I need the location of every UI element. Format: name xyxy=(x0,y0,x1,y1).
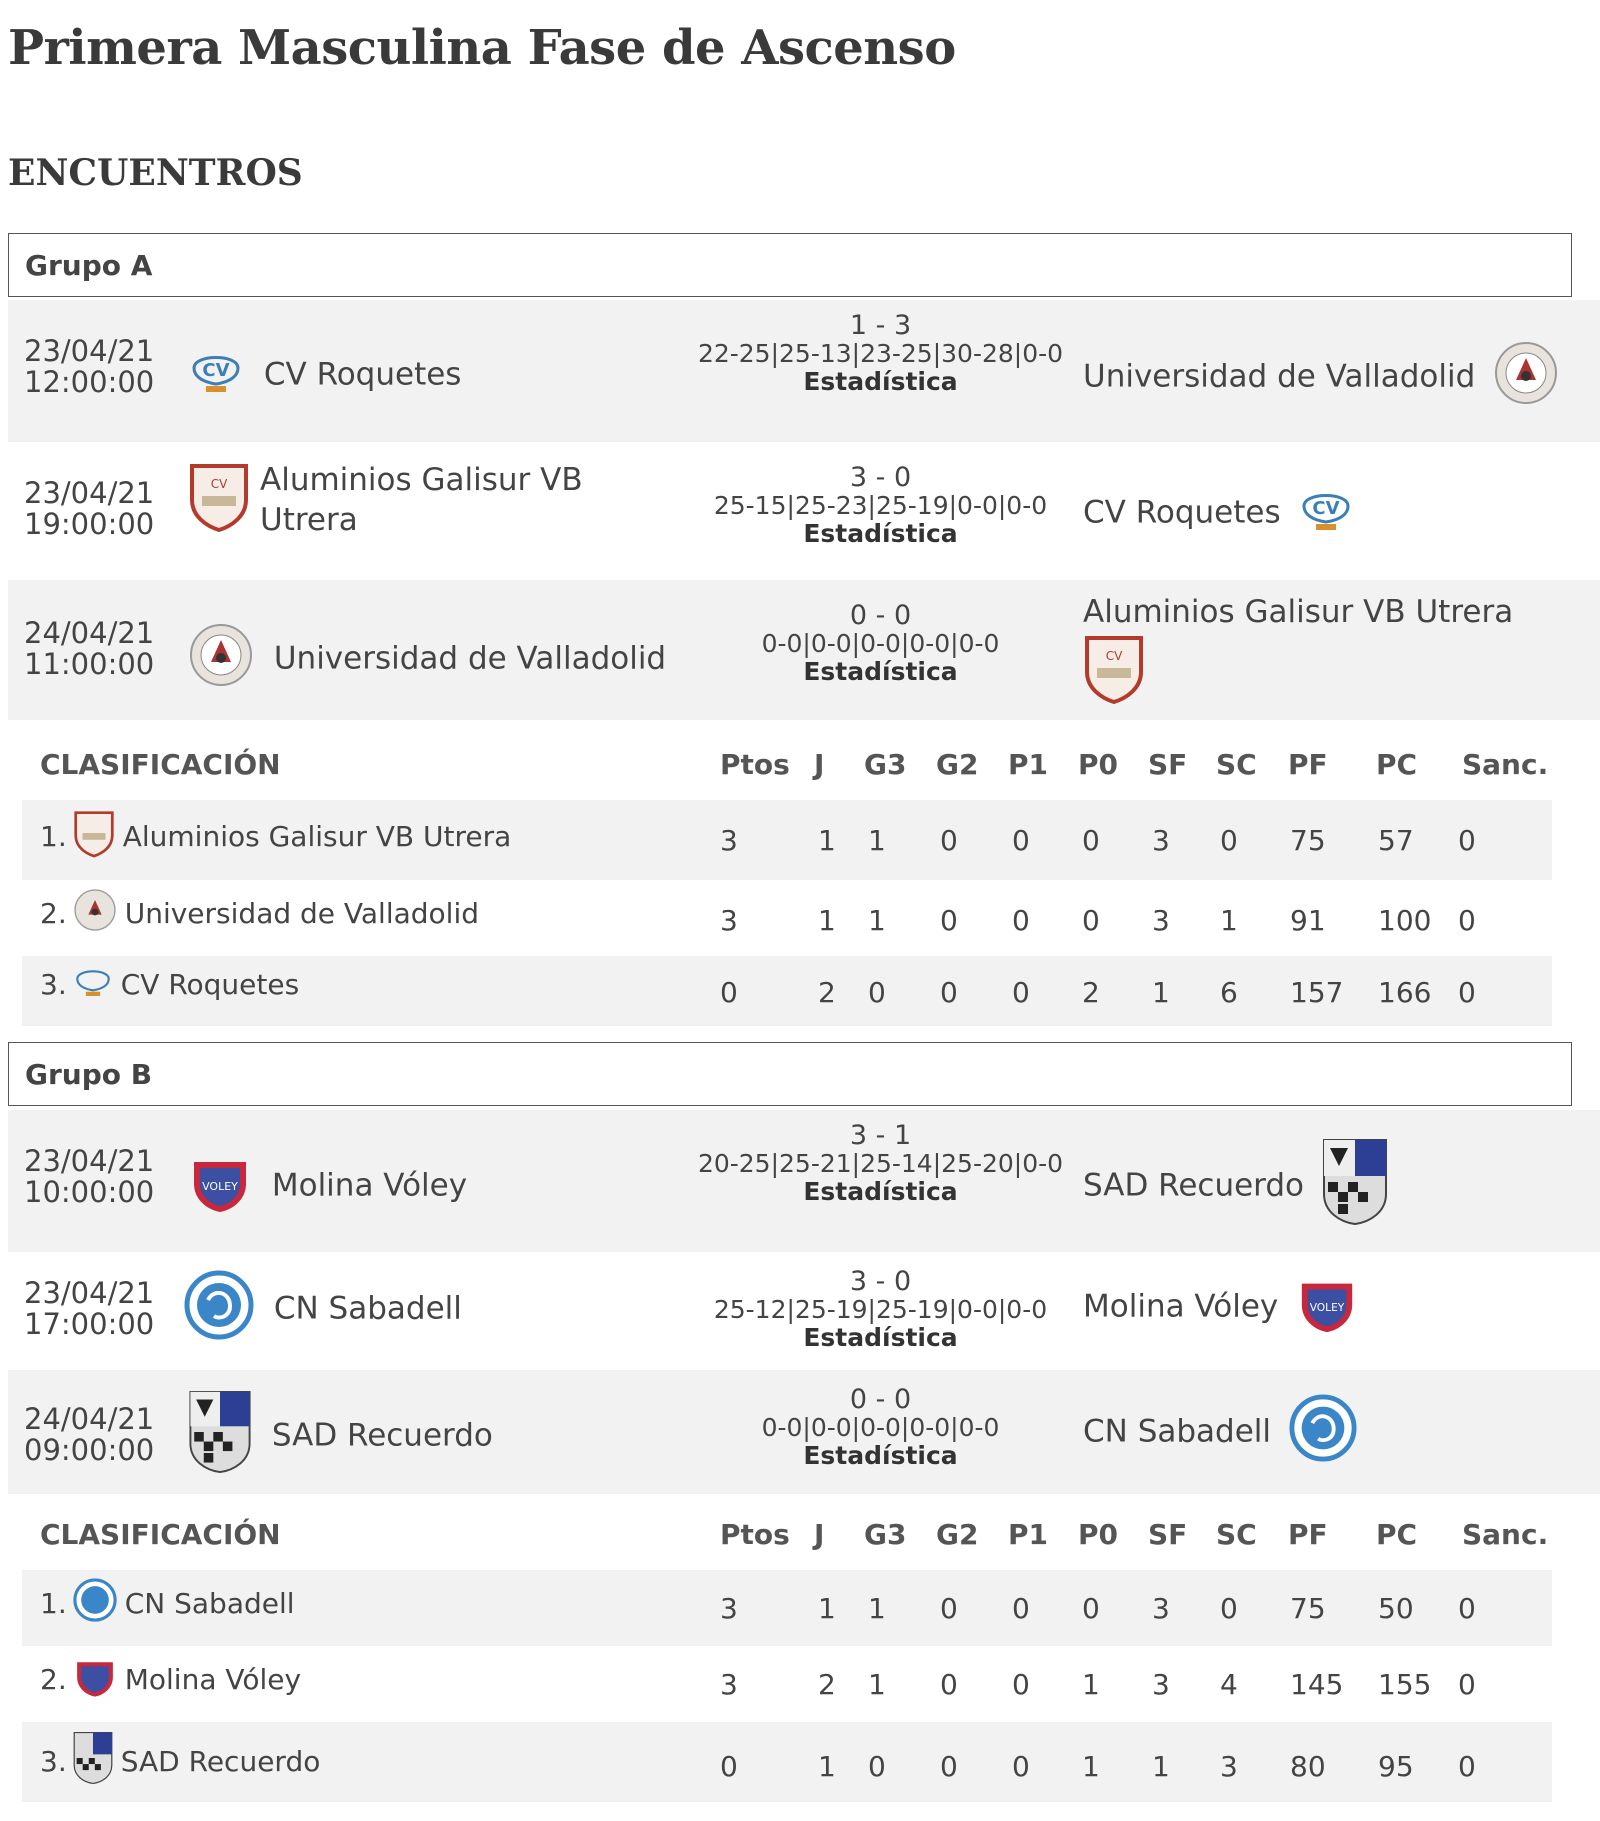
cell: 1 xyxy=(868,904,886,937)
col-header: SC xyxy=(1216,1518,1257,1551)
match-sets: 25-15|25-23|25-19|0-0|0-0 xyxy=(713,491,1048,520)
utrera-logo-icon xyxy=(188,460,250,542)
home-team[interactable] xyxy=(184,1270,462,1350)
match-time: 19:00:00 xyxy=(24,507,155,541)
stats-link[interactable]: Estadística xyxy=(803,1323,958,1352)
standings-table xyxy=(22,1500,1552,1802)
cell: 3 xyxy=(1152,824,1170,857)
cell: 1 xyxy=(818,1592,836,1625)
cell: 166 xyxy=(1378,976,1432,1009)
col-header: G3 xyxy=(864,1518,907,1551)
match-score: 3 - 0 xyxy=(849,462,912,493)
match-row xyxy=(8,442,1600,580)
standings-team-name: Aluminios Galisur VB Utrera xyxy=(122,820,512,853)
cell: 0 xyxy=(1082,824,1100,857)
col-header: G2 xyxy=(936,748,979,781)
standings-table xyxy=(22,730,1552,1026)
col-header: P1 xyxy=(1008,1518,1049,1551)
match-row xyxy=(8,1252,1600,1370)
svg-text:CV: CV xyxy=(1312,498,1341,519)
cell: 0 xyxy=(868,976,886,1009)
away-team-name: SAD Recuerdo xyxy=(1083,1167,1305,1204)
col-header: Sanc. xyxy=(1462,1518,1549,1551)
cell: 1 xyxy=(1152,1750,1170,1783)
col-header: P0 xyxy=(1078,748,1119,781)
cell: 4 xyxy=(1220,1668,1238,1701)
cell: 155 xyxy=(1378,1668,1432,1701)
cell: 3 xyxy=(1152,904,1170,937)
cell: 0 xyxy=(940,1668,958,1701)
cell: 3 xyxy=(1220,1750,1238,1783)
standings-team xyxy=(40,888,479,939)
standings-pos: 2. xyxy=(40,1663,67,1696)
table-row[interactable] xyxy=(22,956,1552,1026)
col-header: PC xyxy=(1376,748,1418,781)
match-time: 11:00:00 xyxy=(24,647,155,681)
match-row xyxy=(8,1110,1600,1252)
standings-team xyxy=(40,808,511,865)
match-sets: 25-12|25-19|25-19|0-0|0-0 xyxy=(713,1295,1048,1324)
away-team-name: CV Roquetes xyxy=(1083,494,1281,531)
valladolid-logo-icon xyxy=(1493,340,1559,416)
sabadell-logo-icon xyxy=(73,1578,117,1629)
cell: 0 xyxy=(1458,1668,1476,1701)
match-result xyxy=(693,1268,1068,1352)
match-result xyxy=(693,1386,1068,1470)
match-score: 3 - 1 xyxy=(849,1120,912,1151)
away-team[interactable] xyxy=(1083,1394,1357,1472)
svg-text:CV: CV xyxy=(1105,649,1123,663)
home-team[interactable] xyxy=(188,1150,467,1224)
molina-logo-icon xyxy=(188,1150,252,1224)
cell: 91 xyxy=(1290,904,1326,937)
match-score: 0 - 0 xyxy=(849,1384,912,1415)
match-time: 17:00:00 xyxy=(24,1307,155,1341)
standings-team-name: CV Roquetes xyxy=(120,968,300,1001)
table-row[interactable] xyxy=(22,800,1552,880)
match-datetime xyxy=(24,1146,154,1208)
away-team-name: Aluminios Galisur VB Utrera xyxy=(1083,594,1514,630)
svg-text:VOLEY: VOLEY xyxy=(1309,1300,1345,1314)
valladolid-logo-icon xyxy=(73,888,117,939)
stats-link[interactable]: Estadística xyxy=(803,367,958,396)
stats-link[interactable]: Estadística xyxy=(803,1177,958,1206)
cell: 1 xyxy=(818,904,836,937)
cell: 57 xyxy=(1378,824,1414,857)
standings-pos: 3. xyxy=(40,968,67,1001)
utrera-logo-icon xyxy=(1083,632,1145,714)
cell: 1 xyxy=(1152,976,1170,1009)
recuerdo-logo-icon xyxy=(1322,1138,1388,1236)
standings-team-name: SAD Recuerdo xyxy=(120,1745,321,1778)
cell: 80 xyxy=(1290,1750,1326,1783)
cell: 75 xyxy=(1290,1592,1326,1625)
away-team[interactable] xyxy=(1083,592,1513,714)
away-team-name: CN Sabadell xyxy=(1083,1413,1272,1450)
col-header: G2 xyxy=(936,1518,979,1551)
cell: 0 xyxy=(940,904,958,937)
match-datetime xyxy=(24,1278,154,1340)
cell: 6 xyxy=(1220,976,1238,1009)
cell: 0 xyxy=(1012,904,1030,937)
standings-team-name: CN Sabadell xyxy=(124,1587,295,1620)
match-time: 09:00:00 xyxy=(24,1433,155,1467)
table-row[interactable] xyxy=(22,1722,1552,1802)
svg-text:VOLEY: VOLEY xyxy=(202,1180,238,1193)
col-header: Sanc. xyxy=(1462,748,1549,781)
cell: 0 xyxy=(1012,976,1030,1009)
cell: 2 xyxy=(1082,976,1100,1009)
cell: 3 xyxy=(720,1592,738,1625)
match-date: 23/04/21 xyxy=(24,476,155,510)
cell: 3 xyxy=(720,904,738,937)
cell: 1 xyxy=(818,1750,836,1783)
standings-title: CLASIFICACIÓN xyxy=(40,1518,281,1551)
standings-pos: 3. xyxy=(40,1745,67,1778)
match-sets: 0-0|0-0|0-0|0-0|0-0 xyxy=(761,629,1000,658)
cell: 3 xyxy=(720,824,738,857)
cell: 95 xyxy=(1378,1750,1414,1783)
cell: 1 xyxy=(1220,904,1238,937)
col-header: SF xyxy=(1148,1518,1188,1551)
cell: 0 xyxy=(940,1750,958,1783)
table-row[interactable] xyxy=(22,1570,1552,1646)
svg-text:CV: CV xyxy=(202,360,230,381)
home-team-name: CN Sabadell xyxy=(273,1290,462,1327)
away-team[interactable] xyxy=(1083,340,1559,416)
cell: 0 xyxy=(940,976,958,1009)
group-header-b: Grupo B xyxy=(8,1042,1572,1106)
home-team-name: CV Roquetes xyxy=(263,356,462,393)
cell: 0 xyxy=(1082,1592,1100,1625)
match-date: 24/04/21 xyxy=(24,616,155,650)
away-team[interactable] xyxy=(1083,484,1354,544)
cell: 1 xyxy=(868,824,886,857)
home-team[interactable] xyxy=(188,460,658,540)
section-title: ENCUENTROS xyxy=(8,152,303,194)
cell: 0 xyxy=(1458,824,1476,857)
cell: 0 xyxy=(1082,904,1100,937)
away-team[interactable] xyxy=(1083,1138,1388,1236)
cell: 0 xyxy=(720,1750,738,1783)
home-team-name: Universidad de Valladolid xyxy=(273,640,667,677)
col-header: G3 xyxy=(864,748,907,781)
table-row[interactable] xyxy=(22,1646,1552,1722)
col-header: PF xyxy=(1288,1518,1328,1551)
cell: 0 xyxy=(720,976,738,1009)
standings-header xyxy=(22,730,1552,800)
standings-title: CLASIFICACIÓN xyxy=(40,748,281,781)
cell: 0 xyxy=(1220,1592,1238,1625)
roquetes-logo-icon xyxy=(73,962,113,1007)
cell: 0 xyxy=(1220,824,1238,857)
col-header: Ptos xyxy=(720,1518,790,1551)
sabadell-logo-icon xyxy=(184,1270,254,1350)
standings-team-name: Molina Vóley xyxy=(124,1663,302,1696)
cell: 1 xyxy=(818,824,836,857)
utrera-logo-icon xyxy=(73,808,115,865)
molina-logo-icon xyxy=(73,1654,117,1705)
cell: 1 xyxy=(868,1592,886,1625)
cell: 0 xyxy=(1458,1750,1476,1783)
standings-team xyxy=(40,962,299,1007)
match-result xyxy=(693,602,1068,686)
home-team[interactable] xyxy=(188,622,666,698)
match-datetime xyxy=(24,1404,154,1466)
standings-pos: 1. xyxy=(40,1587,67,1620)
col-header: PC xyxy=(1376,1518,1418,1551)
roquetes-logo-icon xyxy=(1298,484,1354,544)
standings-pos: 1. xyxy=(40,820,67,853)
cell: 0 xyxy=(1012,1750,1030,1783)
stats-link[interactable]: Estadística xyxy=(803,519,958,548)
col-header: J xyxy=(814,748,825,781)
match-sets: 22-25|25-13|23-25|30-28|0-0 xyxy=(697,339,1064,368)
stats-link[interactable]: Estadística xyxy=(803,1441,958,1470)
cell: 0 xyxy=(1012,1668,1030,1701)
match-sets: 0-0|0-0|0-0|0-0|0-0 xyxy=(761,1413,1000,1442)
cell: 2 xyxy=(818,1668,836,1701)
molina-logo-icon xyxy=(1296,1272,1358,1344)
home-team-name: Molina Vóley xyxy=(271,1167,468,1204)
standings-team xyxy=(40,1578,295,1629)
match-row xyxy=(8,1370,1600,1494)
standings-header xyxy=(22,1500,1552,1570)
cell: 0 xyxy=(1012,824,1030,857)
standings-team-name: Universidad de Valladolid xyxy=(124,897,480,930)
match-row xyxy=(8,300,1600,442)
sabadell-logo-icon xyxy=(1289,1394,1357,1472)
away-team-name: Molina Vóley xyxy=(1083,1288,1279,1325)
match-time: 10:00:00 xyxy=(24,1175,155,1209)
cell: 0 xyxy=(1458,976,1476,1009)
match-score: 1 - 3 xyxy=(849,310,912,341)
home-team[interactable] xyxy=(188,346,461,406)
away-team[interactable] xyxy=(1083,1272,1358,1344)
table-row[interactable] xyxy=(22,880,1552,956)
col-header: P0 xyxy=(1078,1518,1119,1551)
svg-text:CV: CV xyxy=(210,477,228,491)
cell: 3 xyxy=(1152,1592,1170,1625)
cell: 100 xyxy=(1378,904,1432,937)
cell: 0 xyxy=(868,1750,886,1783)
match-datetime xyxy=(24,336,154,398)
stats-link[interactable]: Estadística xyxy=(803,657,958,686)
page-title: Primera Masculina Fase de Ascenso xyxy=(8,20,956,76)
standings-team xyxy=(40,1730,320,1793)
match-datetime xyxy=(24,618,154,680)
cell: 50 xyxy=(1378,1592,1414,1625)
match-score: 3 - 0 xyxy=(849,1266,912,1297)
match-date: 24/04/21 xyxy=(24,1402,155,1436)
match-result xyxy=(693,464,1068,548)
col-header: SF xyxy=(1148,748,1188,781)
cell: 1 xyxy=(1082,1750,1100,1783)
match-row xyxy=(8,580,1600,720)
valladolid-logo-icon xyxy=(188,622,254,698)
cell: 0 xyxy=(940,824,958,857)
cell: 2 xyxy=(818,976,836,1009)
match-date: 23/04/21 xyxy=(24,1144,155,1178)
col-header: PF xyxy=(1288,748,1328,781)
cell: 1 xyxy=(868,1668,886,1701)
away-team-name: Universidad de Valladolid xyxy=(1083,358,1476,395)
match-date: 23/04/21 xyxy=(24,334,155,368)
standings-team xyxy=(40,1654,301,1705)
col-header: SC xyxy=(1216,748,1257,781)
match-time: 12:00:00 xyxy=(24,365,155,399)
col-header: Ptos xyxy=(720,748,790,781)
cell: 0 xyxy=(1458,1592,1476,1625)
match-sets: 20-25|25-21|25-14|25-20|0-0 xyxy=(697,1149,1064,1178)
cell: 0 xyxy=(940,1592,958,1625)
cell: 3 xyxy=(720,1668,738,1701)
cell: 1 xyxy=(1082,1668,1100,1701)
home-team-name: Aluminios Galisur VB Utrera xyxy=(260,462,583,538)
recuerdo-logo-icon xyxy=(188,1390,252,1484)
match-result xyxy=(693,312,1068,396)
standings-pos: 2. xyxy=(40,897,67,930)
match-result xyxy=(693,1122,1068,1206)
cell: 75 xyxy=(1290,824,1326,857)
col-header: J xyxy=(814,1518,825,1551)
cell: 145 xyxy=(1290,1668,1344,1701)
cell: 3 xyxy=(1152,1668,1170,1701)
match-date: 23/04/21 xyxy=(24,1276,155,1310)
cell: 0 xyxy=(1012,1592,1030,1625)
home-team[interactable] xyxy=(188,1390,493,1484)
roquetes-logo-icon xyxy=(188,346,244,406)
match-datetime xyxy=(24,478,154,540)
cell: 0 xyxy=(1458,904,1476,937)
recuerdo-logo-icon xyxy=(73,1730,113,1793)
match-score: 0 - 0 xyxy=(849,600,912,631)
cell: 157 xyxy=(1290,976,1344,1009)
group-header-a: Grupo A xyxy=(8,233,1572,297)
home-team-name: SAD Recuerdo xyxy=(271,1417,493,1454)
col-header: P1 xyxy=(1008,748,1049,781)
